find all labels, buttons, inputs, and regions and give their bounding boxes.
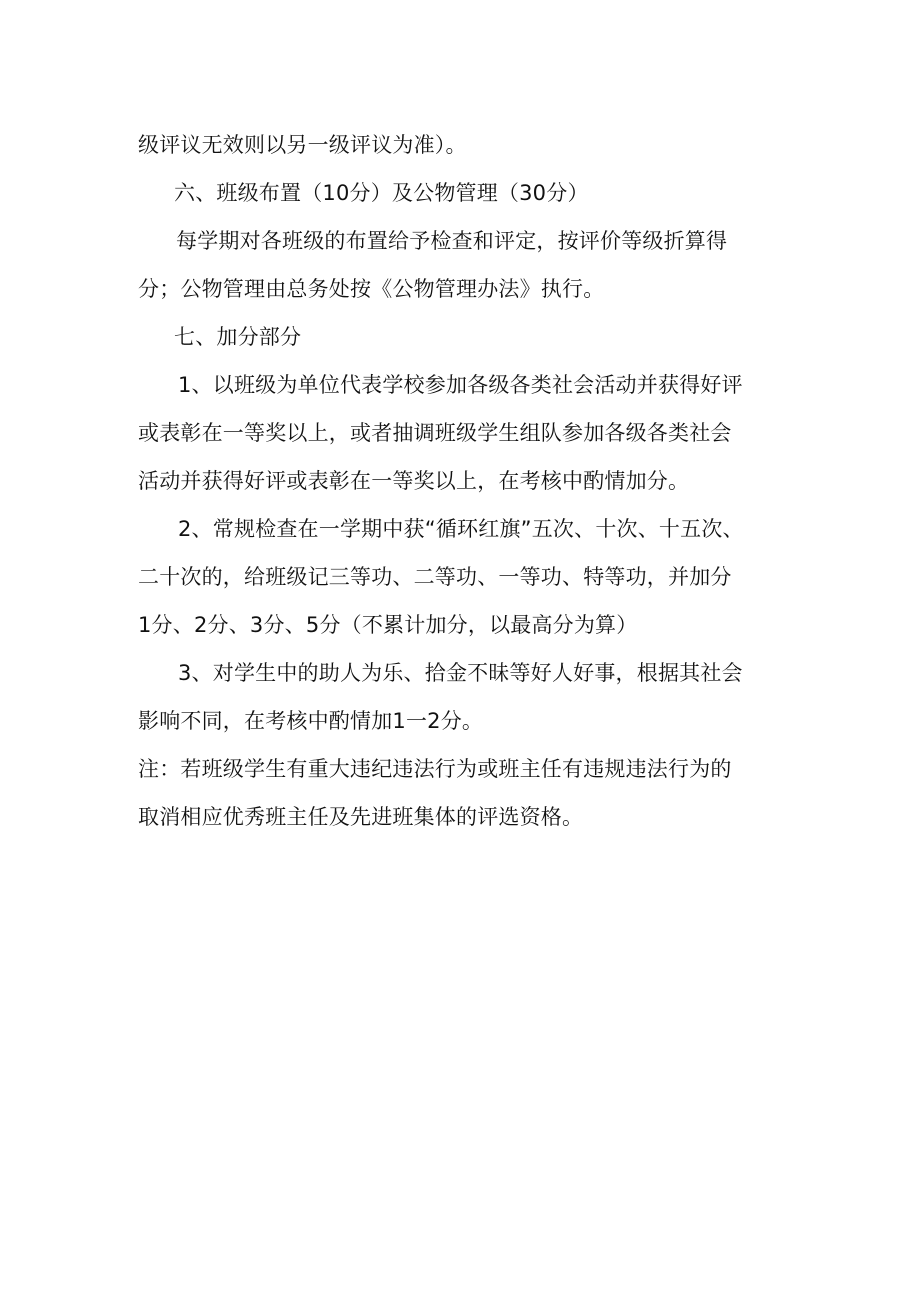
- item-1-line-2: 或表彰在一等奖以上，或者抽调班级学生组队参加各级各类社会: [138, 421, 732, 445]
- paragraph-continuation-line: 级评议无效则以另一级评议为准）。: [138, 133, 467, 157]
- item-2-line-3: 1分、2分、3分、5分（不累计加分，以最高分为算）: [138, 613, 638, 637]
- item-1-line-1: 1、以班级为单位代表学校参加各级各类社会活动并获得好评: [178, 373, 743, 397]
- item-2-line-1: 2、常规检查在一学期中获“循环红旗”五次、十次、十五次、: [178, 517, 744, 541]
- item-3-line-2: 影响不同，在考核中酌情加1一2分。: [138, 709, 484, 733]
- note-line-2: 取消相应优秀班主任及先进班集体的评选资格。: [138, 805, 584, 829]
- section-six-text-line-1: 每学期对各班级的布置给予检查和评定，按评价等级折算得: [176, 229, 728, 253]
- section-six-text-line-2: 分；公物管理由总务处按《公物管理办法》执行。: [138, 277, 605, 301]
- section-heading-six: 六、班级布置（10分）及公物管理（30分）: [174, 181, 589, 205]
- item-3-line-1: 3、对学生中的助人为乐、拾金不昧等好人好事，根据其社会: [178, 661, 743, 685]
- note-line-1: 注：若班级学生有重大违纪违法行为或班主任有违规违法行为的: [138, 757, 732, 781]
- document-body: [138, 121, 788, 841]
- item-1-line-3: 活动并获得好评或表彰在一等奖以上，在考核中酌情加分。: [138, 469, 690, 493]
- section-heading-seven: 七、加分部分: [174, 325, 302, 349]
- item-2-line-2: 二十次的，给班级记三等功、二等功、一等功、特等功，并加分: [138, 565, 732, 589]
